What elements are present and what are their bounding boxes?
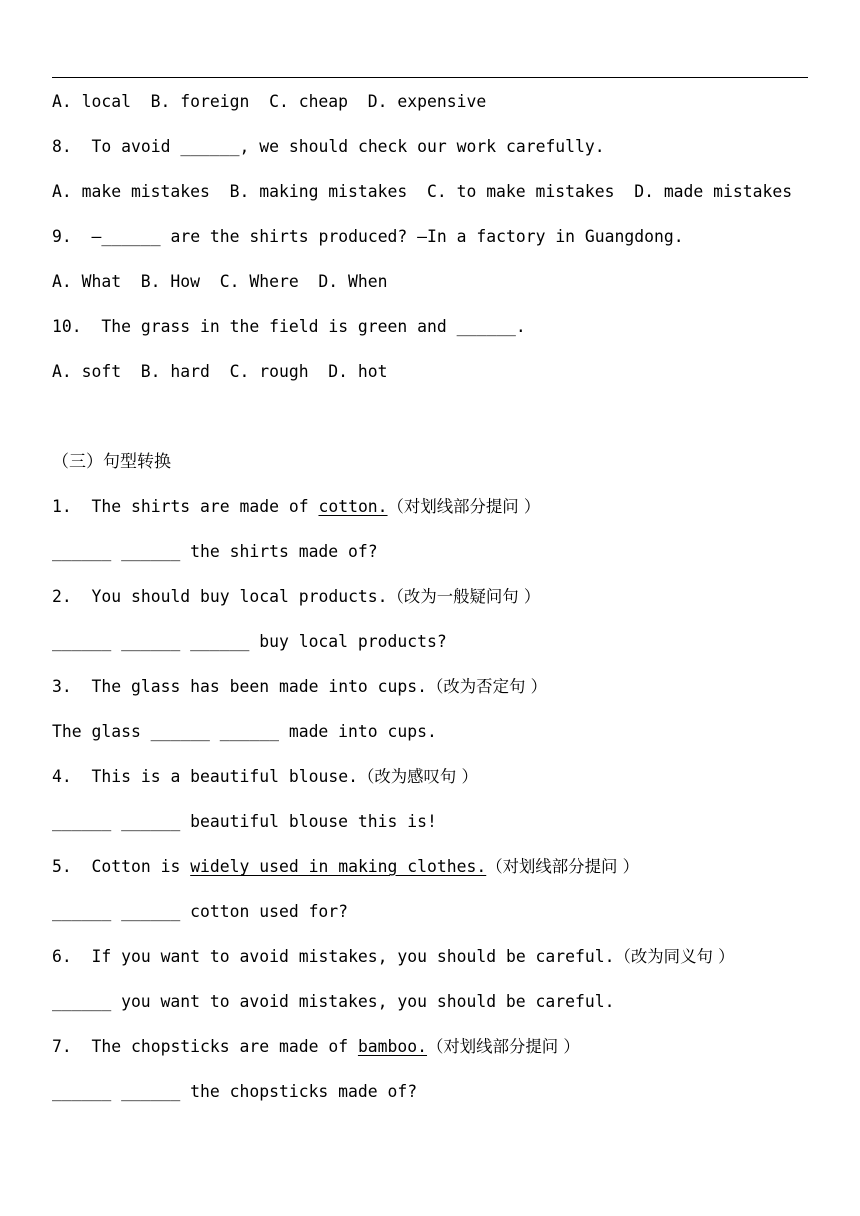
choice-options-7: A. local B. foreign C. cheap D. expensive [52,92,487,111]
transform-item-3: 3. The glass has been made into cups.（改为否定句 ） [52,677,547,696]
question-number: 8. [52,137,72,156]
section-title: （三）句型转换 [52,452,171,472]
transform-item-6: 6. If you want to avoid mistakes, you should be careful.（改为同义句 ） [52,947,735,966]
answer-line-5: ______ ______ cotton used for? [52,902,349,921]
answer-line-4: ______ ______ beautiful blouse this is! [52,812,437,831]
underlined-part: cotton. [318,497,388,516]
underlined-part: widely used in making clothes. [190,857,487,876]
question-8: 8. To avoid ______, we should check our work carefully. [52,137,605,156]
choice-options-8: A. make mistakes B. making mistakes C. to make mistakes D. made mistakes [52,182,793,201]
transform-item-5: 5. Cotton is widely used in making clothes.（对划线部分提问 ） [52,857,639,876]
instruction: （改为一般疑问句 ） [387,587,541,606]
transform-item-7: 7. The chopsticks are made of bamboo.（对划线部分提问 ） [52,1037,580,1056]
answer-line-1: ______ ______ the shirts made of? [52,542,378,561]
answer-line-3: The glass ______ ______ made into cups. [52,722,437,741]
answer-line-6: ______ you want to avoid mistakes, you should be careful. [52,992,615,1011]
transform-item-2: 2. You should buy local products.（改为一般疑问句 ） [52,587,541,606]
answer-blank: ______ [180,137,240,156]
instruction: （对划线部分提问 ） [486,857,639,876]
choice-options-9: A. What B. How C. Where D. When [52,272,388,291]
question-number: 10. [52,317,82,336]
transform-item-4: 4. This is a beautiful blouse.（改为感叹句 ） [52,767,478,786]
choice-options-10: A. soft B. hard C. rough D. hot [52,362,388,381]
instruction: （对划线部分提问 ） [427,1037,580,1056]
transform-item-1: 1. The shirts are made of cotton.（对划线部分提问 ） [52,497,541,516]
underlined-part: bamboo. [357,1037,428,1056]
header-rule [52,77,808,78]
instruction: （对划线部分提问 ） [387,497,541,516]
instruction: （改为同义句 ） [614,947,735,966]
instruction: （改为感叹句 ） [357,767,478,786]
answer-blank: ______ [456,317,516,336]
question-9: 9. —______ are the shirts produced? —In a factory in Guangdong. [52,227,684,246]
answer-line-2: ______ ______ ______ buy local products? [52,632,447,651]
answer-line-7: ______ ______ the chopsticks made of? [52,1082,418,1101]
instruction: （改为否定句 ） [427,677,547,696]
answer-blank: ______ [101,227,161,246]
question-number: 9. [52,227,72,246]
question-10: 10. The grass in the field is green and ______. [52,317,526,336]
